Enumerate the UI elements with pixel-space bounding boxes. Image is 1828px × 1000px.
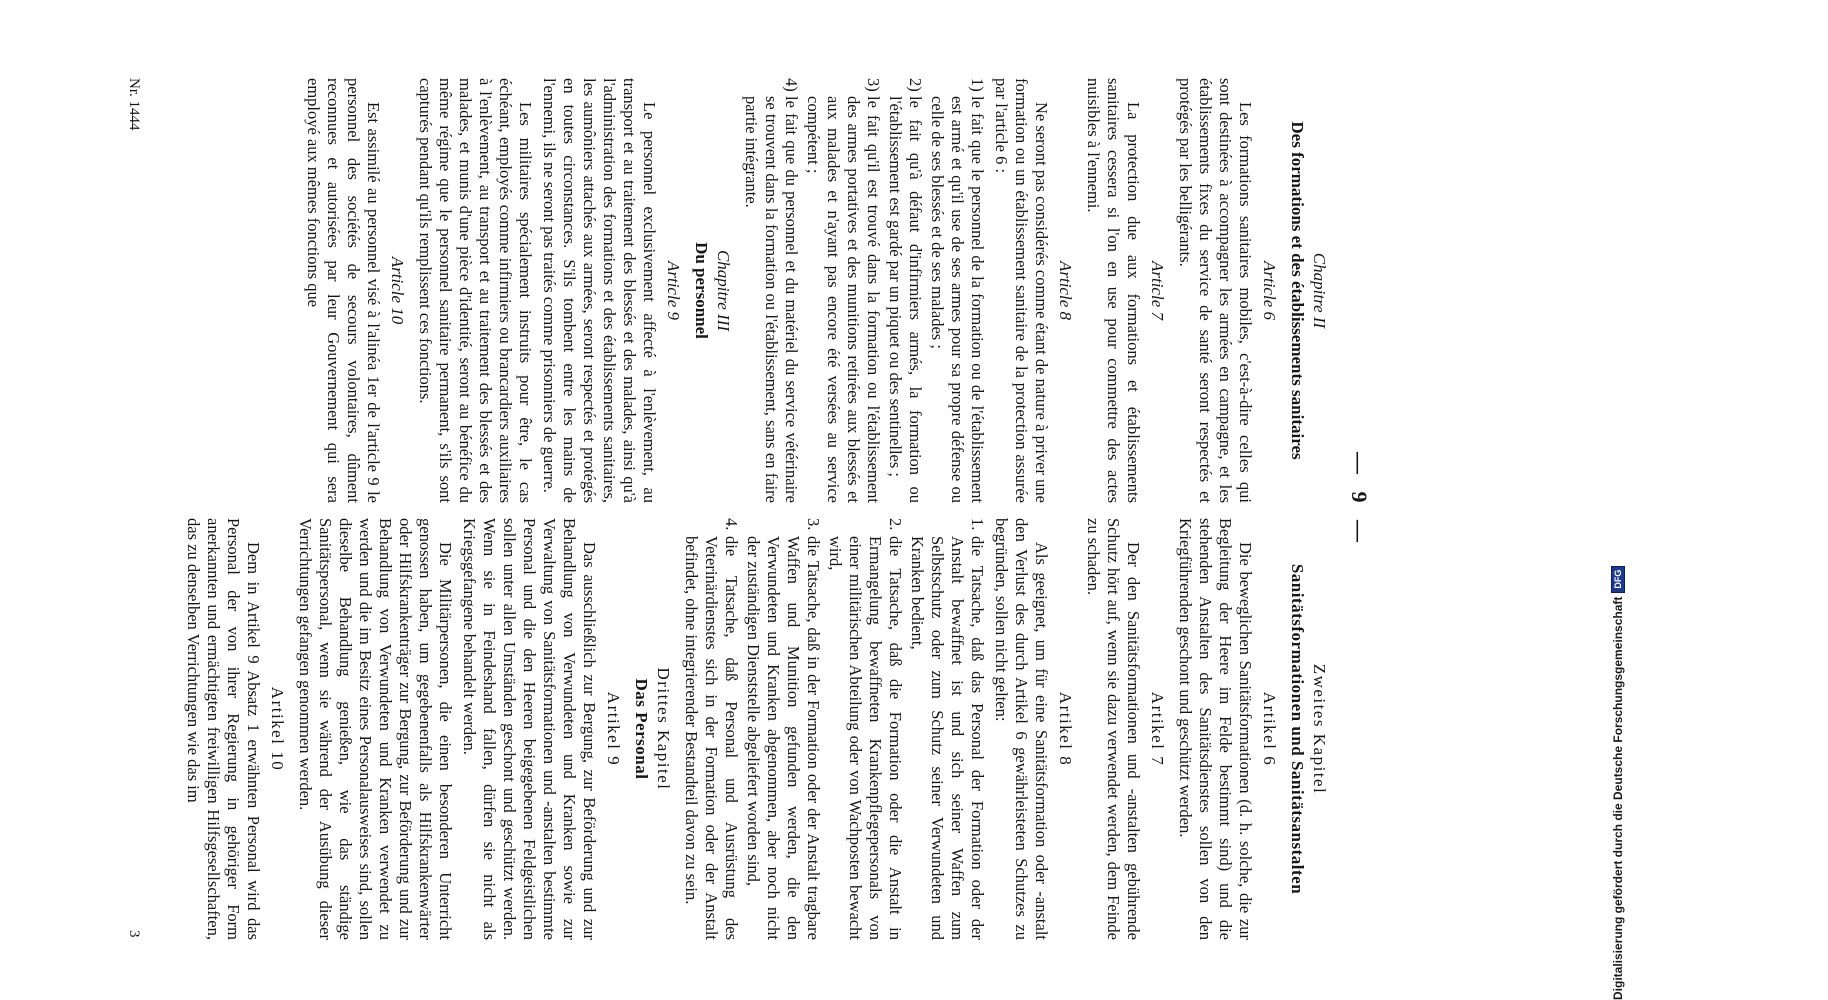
list-text: le fait que du personnel et du matériel du service vétérinaire se trouvent dans la formation ou l'établissement, sans en faire partie intégrante. [742, 96, 801, 503]
de-art9-label: Artikel 9 [604, 691, 623, 767]
german-column [0, 518, 1434, 940]
de-art7-label: Artikel 7 [1148, 691, 1167, 767]
list-text: die Tatsache, daß die Formation oder die Anstalt in Ermangelung bewaffneten Krankenpflegepersonals von einer militärischen Abteilung oder von Wachposten bewacht wird, [826, 536, 905, 940]
fr-art10-text: Est assimilé au personnel visé à l'alinéa 1er de l'article 9 le personnel des sociétés de secours volontaires, dûment reconnues et autorisées par leur Gouvernement qui sera employé aux mêmes fonctions que [304, 78, 383, 503]
de-footer-number: 3 [126, 930, 142, 938]
fr-art7-label: Article 7 [1148, 260, 1167, 320]
list-text: die Tatsache, daß Personal und Ausrüstung des Veterinärdienstes sich in der Formation oder der Anstalt befindet, ohne integrierender Bestandteil davon zu sein. [682, 536, 741, 940]
fr-art7-text: La protection due aux formations et établissements sanitaires cessera si l'on en use pour commettre des actes nuisibles à l'ennemi. [1084, 78, 1143, 503]
fr-art8-intro: Ne seront pas considérés comme étant de nature à priver une formation ou un établissement sanitaire de la protection assurée par l'article 6 : [992, 78, 1051, 503]
list-text: le fait que le personnel de la formation ou de l'établissement est armé et qu'il use de ses armes pour sa propre défense ou celle de ses blessés et de ses malades ; [928, 96, 987, 503]
french-column [0, 78, 1434, 503]
de-art8-list [681, 518, 987, 940]
de-chapter3-title: Das Personal [632, 678, 651, 780]
list-item [907, 518, 987, 940]
fr-art6-label: Article 6 [1260, 260, 1279, 320]
list-number: 1. [968, 518, 987, 531]
fr-art9-label: Article 9 [664, 260, 683, 320]
list-number: 4) [782, 78, 801, 92]
page-number: — 9 — [1347, 452, 1372, 548]
de-art6-label: Artikel 6 [1260, 691, 1279, 767]
list-item [803, 78, 883, 503]
list-number: 3. [804, 518, 823, 531]
list-item [743, 518, 823, 940]
dfg-logo-icon: DFG [1611, 566, 1625, 593]
fr-chapter3-title: Du personnel [692, 242, 711, 339]
fr-art9-p1: Le personnel exclusivement affecté à l'enlèvement, au transport et au traitement des blessés et des malades, ainsi qu'à l'administration des formations et des établissements sanitaires, les aumôniers attachés aux armées, seront respectés et protégés en toutes circonstances. S'ils tombent entre les mains de l'ennemi, ils ne seront pas traités comme prisonniers de guerre. [540, 78, 659, 503]
watermark-text: Digitalisierung gefördert durch die Deutsche Forschungsgemeinschaft [1611, 596, 1625, 1000]
de-art6-text: Die beweglichen Sanitätsformationen (d. h. solche, die zur Begleitung der Heere im Felde bestimmt sind) und die stehenden Anstalten des Sanitätsdienstes sollen von den Kriegführenden geschont und geschützt werden. [1176, 518, 1255, 940]
de-art10-label: Artikel 10 [268, 686, 287, 772]
de-art9-p2: Die Militärpersonen, die einen besonderen Unterricht genossen haben, um gegebenenfalls als Hilfskrankenwärter oder Hilfskrankenträger zur Bergung, zur Beförderung und zur Behandlung von Verwundeten und Kranken verwendet zu werden und die im Besitz eines Personalausweises sind, sollen dieselbe Behandlung genießen, wie das ständige Sanitätspersonal, wenn sie während der Ausübung dieser Verrichtungen gefangen genommen werden. [296, 518, 455, 940]
de-chapter2-title: Sanitätsformationen und Sanitätsanstalten [1288, 563, 1307, 895]
digitization-watermark [1408, 569, 1828, 1000]
list-item [927, 78, 987, 503]
list-number: 2. [886, 518, 905, 531]
de-chapter3-label: Drittes Kapitel [654, 667, 673, 791]
list-number: 2) [906, 78, 925, 92]
list-number: 4. [722, 518, 741, 531]
fr-art8-label: Article 8 [1056, 260, 1075, 320]
list-text: le fait qu'à défaut d'infirmiers armés, la formation ou l'établissement est gardé par un piquet ou des sentinelles ; [886, 96, 925, 503]
list-number: 1) [968, 78, 987, 92]
fr-chapter2-title: Des formations et des établissements sanitaires [1288, 121, 1307, 460]
list-item [741, 78, 801, 503]
fr-art10-label: Article 10 [388, 256, 407, 325]
fr-art8-list [741, 78, 987, 503]
fr-art6-text: Les formations sanitaires mobiles, c'est-à-dire celles qui sont destinées à accompagner les armées en campagne, et les établissements fixes du service de santé seront respectés et protégés par les belligérants. [1176, 78, 1255, 503]
de-art8-intro: Als geeignet, um für eine Sanitätsformation oder -anstalt den Verlust des durch Artikel 6 gewährleisteten Schutzes zu begründen, sollen nicht gelten: [992, 518, 1051, 940]
list-item [825, 518, 905, 940]
de-art7-text: Der den Sanitätsformationen und -anstalten gebührende Schutz hört auf, wenn sie dazu verwendet werden, dem Feinde zu schaden. [1084, 518, 1143, 940]
list-text: die Tatsache, daß das Personal der Formation oder der Anstalt bewaffnet ist und sich seiner Waffen zum Selbstschutz oder zum Schutz seiner Verwundeten und Kranken bedient, [908, 536, 987, 940]
fr-art9-p2: Les militaires spécialement instruits pour être, le cas échéant, employés comme infirmiers ou brancardiers auxiliaires à l'enlèvement, au transport et au traitement des blessés et des malades, et munis d'une pièce d'identité, seront au bénéfice du même régime que le personnel sanitaire permanent, s'ils sont capturés pendant qu'ils remplissent ces fonctions. [416, 78, 535, 503]
de-art9-p1: Das ausschließlich zur Bergung, zur Beförderung und zur Behandlung von Verwundeten und Kranken sowie zur Verwaltung von Sanitätsformationen und -anstalten bestimmte Personal und die den Heeren beigegebenen Feldgeistlichen sollen unter allen Umständen geschont und geschützt werden. Wenn sie in Feindeshand fallen, dürfen sie nicht als Kriegsgefangene behandelt werden. [460, 518, 599, 940]
list-item [681, 518, 741, 940]
de-section-chapter2 [179, 518, 1329, 940]
de-art8-label: Artikel 8 [1056, 691, 1075, 767]
list-number: 3) [864, 78, 883, 92]
fr-chapter3-label: Chapitre III [714, 249, 733, 332]
list-item [885, 78, 925, 503]
fr-section-chapter2 [299, 78, 1329, 503]
list-text: die Tatsache, daß in der Formation oder der Anstalt tragbare Waffen und Munition gefunden werden, die den Verwundeten und Kranken abgenommen, aber noch nicht der zuständigen Dienststelle abgeliefert worden sind, [744, 536, 823, 940]
fr-footer-number: Nr. 1444 [126, 78, 142, 131]
list-text: le fait qu'il est trouvé dans la formation ou l'établissement des armes portatives et des munitions retirées aux blessés et aux malades et n'ayant pas encore été versées au service compétent ; [804, 96, 883, 503]
de-art10-text: Dem in Artikel 9 Absatz 1 erwähnten Personal wird das Personal der von ihrer Regierung in gehöriger Form anerkannten und ermächtigten freiwilligen Hilfsgesellschaften, das zu denselben Verrichtungen wie das im [184, 518, 263, 940]
de-chapter2-label: Zweites Kapitel [1310, 663, 1329, 795]
fr-chapter2-label: Chapitre II [1310, 252, 1329, 329]
